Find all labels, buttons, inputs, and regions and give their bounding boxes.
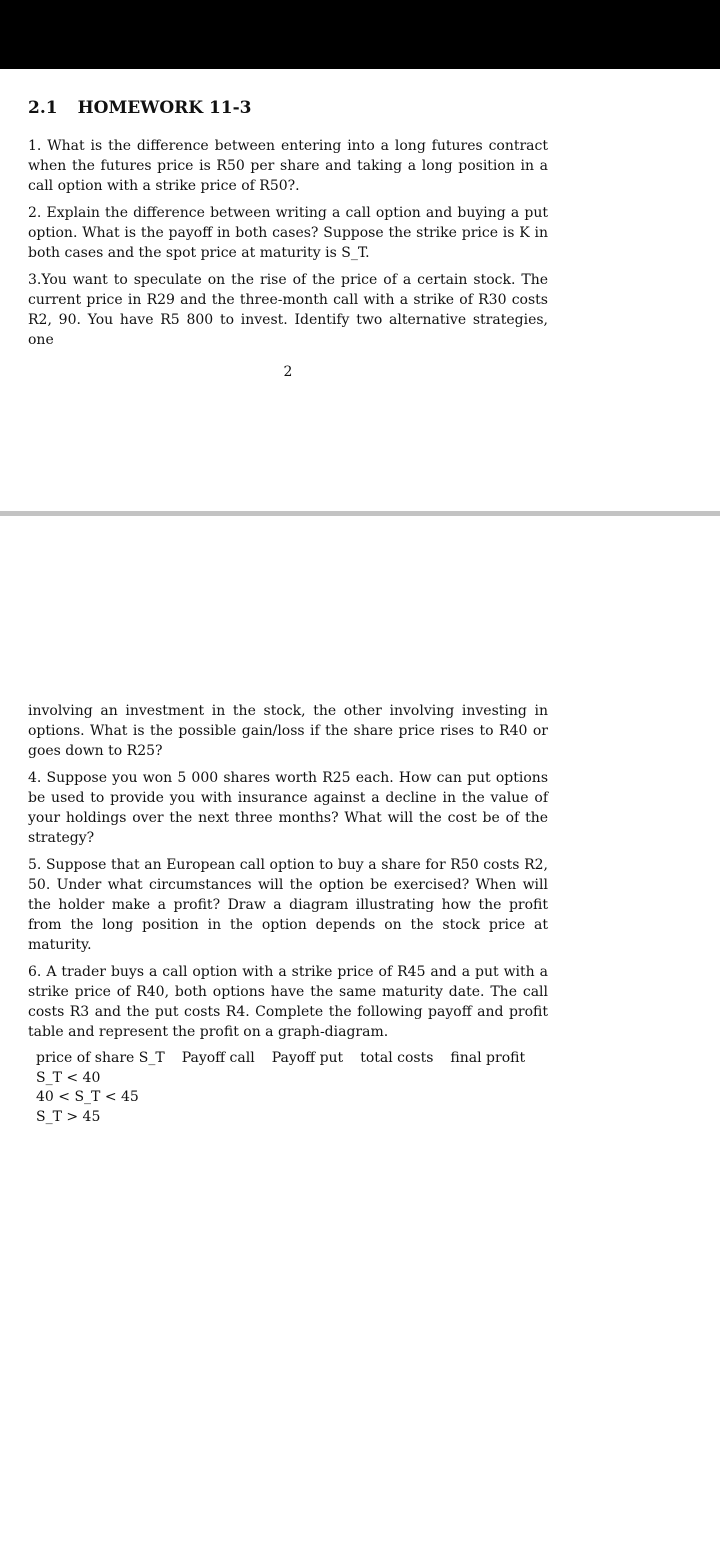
document-page-1 <box>28 98 548 357</box>
section-title: HOMEWORK 11-3 <box>77 98 252 118</box>
top-black-bar <box>0 0 720 69</box>
table-header: Payoff call <box>181 1050 255 1066</box>
table-row <box>36 1088 542 1108</box>
table-header: price of share S_T <box>36 1050 165 1066</box>
page-divider <box>0 511 720 516</box>
question-3-part-2: involving an investment in the stock, the other involving investing in options. What is the possible gain/loss if the share price rises to R40 or goes down to R25? <box>28 703 548 759</box>
section-heading <box>28 98 548 118</box>
table-header-row <box>36 1049 542 1069</box>
table-row <box>36 1108 542 1128</box>
question-5: 5. Suppose that an European call option to buy a share for R50 costs R2, 50. Under what circumstances will the option be exercised? When will the holder make a profit? Draw a diagram illustrating how the profit from the long position in the option depends on the stock price at maturity. <box>28 857 548 953</box>
table-row-label: S_T < 40 <box>36 1069 101 1086</box>
question-4: 4. Suppose you won 5 000 shares worth R25 each. How can put options be used to provide you with insurance against a decline in the value of your holdings over the next three months? What will the cost be of the strategy? <box>28 770 548 846</box>
question-2: 2. Explain the difference between writing a call option and buying a put option. What is the payoff in both cases? Suppose the strike price is K in both cases and the spot price at maturity is S_T. <box>28 205 548 261</box>
table-row <box>36 1069 542 1089</box>
table-header: total costs <box>360 1050 434 1066</box>
table-header: final profit <box>450 1050 526 1066</box>
document-page-2 <box>28 701 548 1127</box>
question-6: 6. A trader buys a call option with a strike price of R45 and a put with a strike price of R40, both options have the same maturity date. The call costs R3 and the put costs R4. Complete the following payoff and profit table and represent the profit on a graph-diagram. <box>28 964 548 1040</box>
question-3-part-1: 3.You want to speculate on the rise of the price of a certain stock. The current price in R29 and the three-month call with a strike of R30 costs R2, 90. You have R5 800 to invest. Identify two alternative strategies, one <box>28 272 548 348</box>
table-row-label: S_T > 45 <box>36 1108 101 1125</box>
table-header: Payoff put <box>271 1050 344 1066</box>
section-number: 2.1 <box>28 98 58 118</box>
question-1: 1. What is the difference between entering into a long futures contract when the futures price is R50 per share and taking a long position in a call option with a strike price of R50?. <box>28 138 548 194</box>
table-row-label: 40 < S_T < 45 <box>36 1089 139 1105</box>
payoff-table <box>36 1049 542 1127</box>
page-number: 2 <box>283 364 293 380</box>
